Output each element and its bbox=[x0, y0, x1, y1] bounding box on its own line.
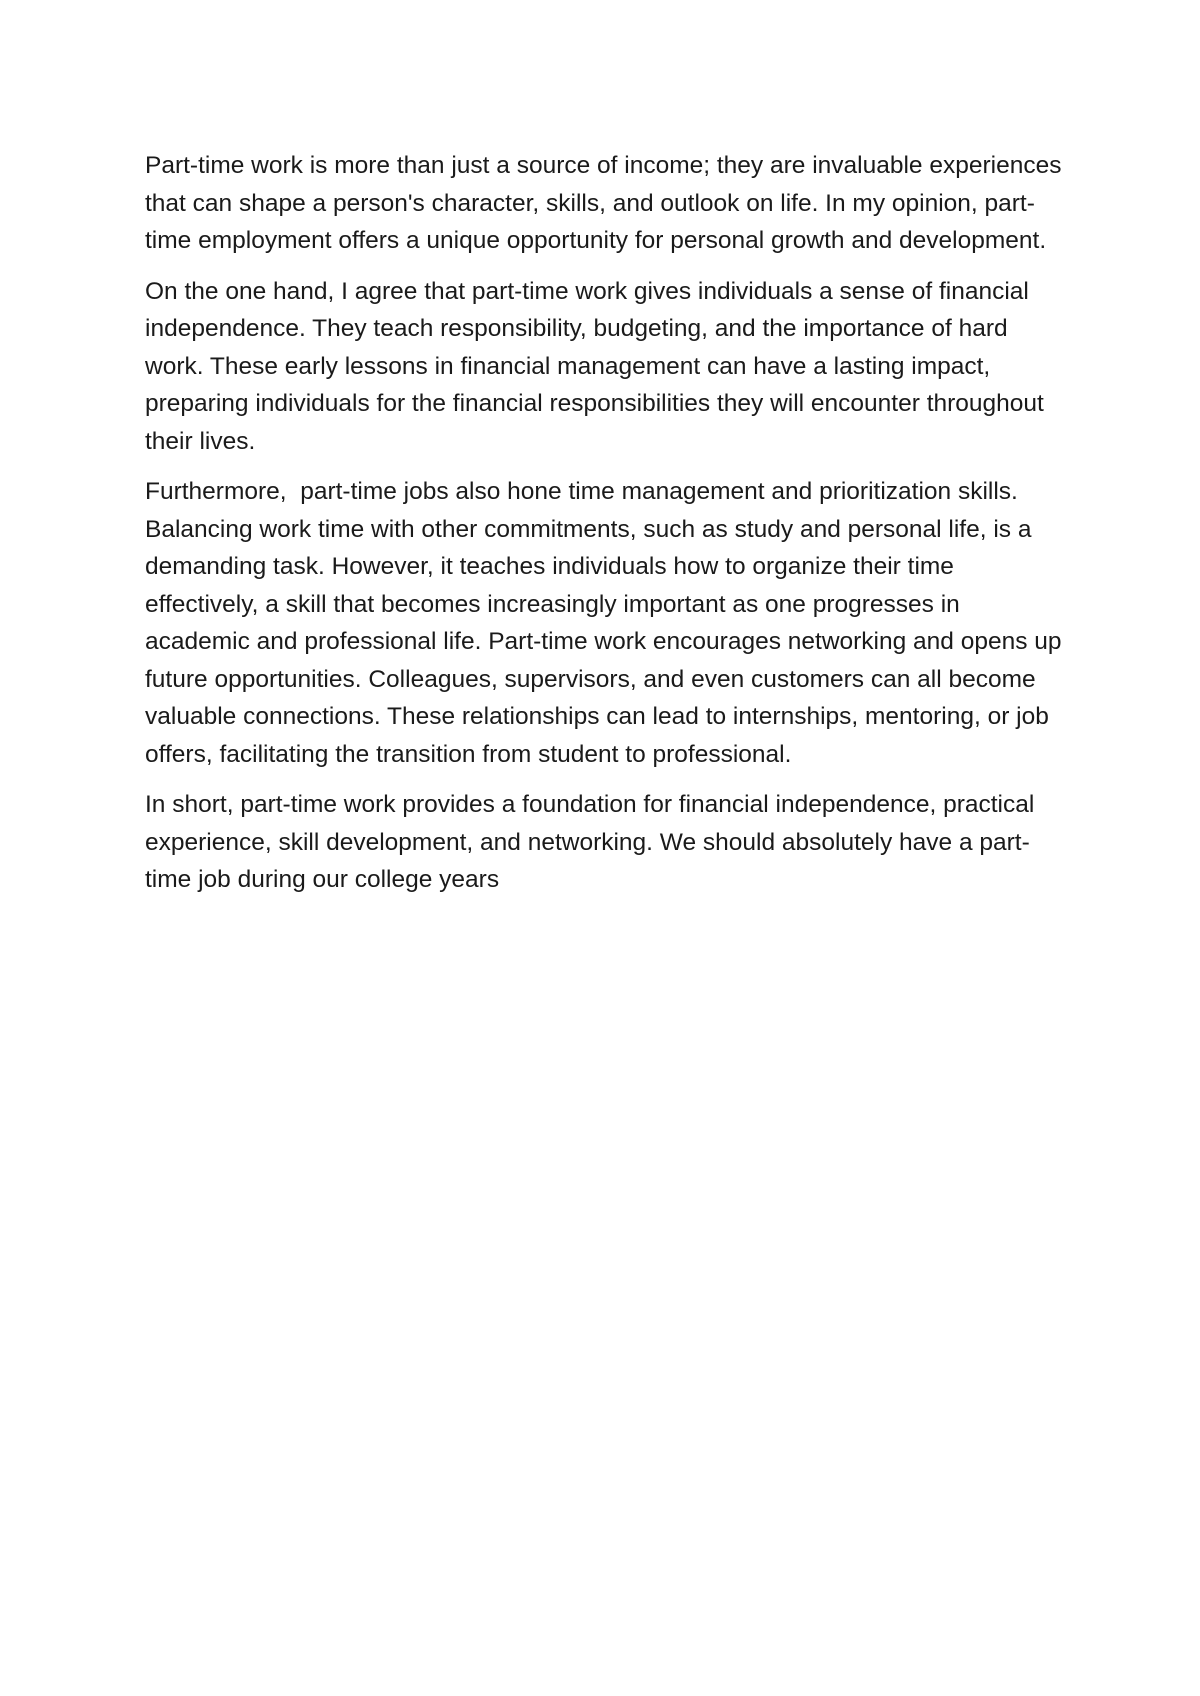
paragraph-intro: Part-time work is more than just a source of income; they are invaluable experiences that can shape a person's character, skills, and outlook on life. In my opinion, part-time employment offers a unique opportunity for personal growth and development. bbox=[145, 152, 1069, 254]
paragraph-conclusion: In short, part-time work provides a foundation for financial independence, practical experience, skill development, and networking. We should absolutely have a part-time job during our college years bbox=[145, 791, 1042, 893]
paragraph-financial-independence: On the one hand, I agree that part-time work gives individuals a sense of financial independence. They teach responsibility, budgeting, and the importance of hard work. These early lessons in financial management can have a lasting impact, preparing individuals for the financial responsibilities they will encounter throughout their lives. bbox=[145, 277, 1051, 455]
document-body bbox=[145, 147, 1069, 912]
paragraph-time-management: Furthermore, part-time jobs also hone time management and prioritization skills. Balancing work time with other commitments, such as study and personal life, is a demanding task. However, it teaches individuals how to organize their time effectively, a skill that becomes increasingly important as one progresses in academic and professional life. Part-time work encourages networking and opens up future opportunities. Colleagues, supervisors, and even customers can all become valuable connections. These relationships can lead to internships, mentoring, or job offers, facilitating the transition from student to professional. bbox=[145, 478, 1069, 768]
